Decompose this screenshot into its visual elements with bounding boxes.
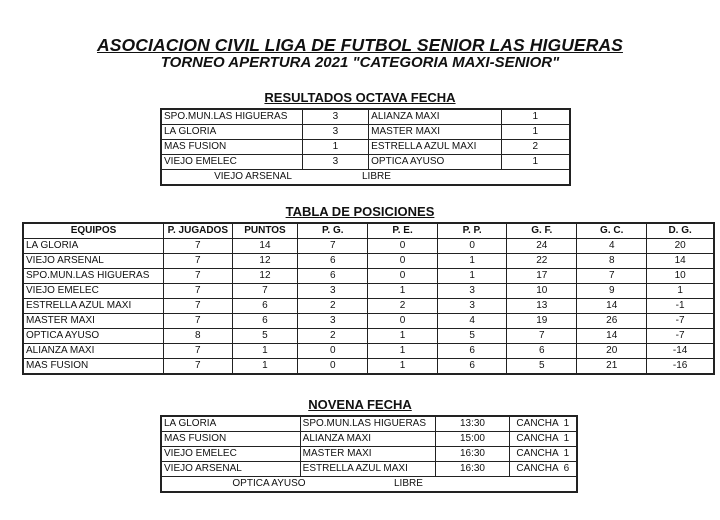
stat-cell: -16 — [647, 359, 714, 375]
fixtures-table — [160, 415, 578, 493]
stat-cell: 20 — [577, 344, 647, 359]
away-goals: 1 — [501, 155, 570, 170]
team-name: OPTICA AYUSO — [23, 329, 164, 344]
stat-cell: 2 — [298, 329, 368, 344]
standings-row — [23, 284, 714, 299]
stat-cell: 8 — [577, 254, 647, 269]
standings-row — [23, 269, 714, 284]
stat-cell: 7 — [164, 359, 232, 375]
stat-cell: 1 — [368, 359, 438, 375]
fixture-row — [161, 416, 577, 432]
stat-cell: 3 — [437, 299, 507, 314]
team-name: MASTER MAXI — [23, 314, 164, 329]
standings-row — [23, 359, 714, 375]
match-time: 16:30 — [436, 462, 509, 477]
result-row — [161, 155, 570, 170]
stat-cell: 14 — [577, 299, 647, 314]
stat-cell: 7 — [232, 284, 298, 299]
stat-cell: 0 — [298, 344, 368, 359]
match-time: 13:30 — [436, 416, 509, 432]
column-header: G. F. — [507, 223, 577, 239]
home-team: VIEJO EMELEC — [161, 447, 300, 462]
stat-cell: 7 — [164, 239, 232, 254]
stat-cell: 1 — [437, 254, 507, 269]
results-title: RESULTADOS OCTAVA FECHA — [264, 90, 456, 105]
home-goals: 3 — [302, 155, 369, 170]
match-time: 15:00 — [436, 432, 509, 447]
stat-cell: 5 — [232, 329, 298, 344]
stat-cell: -1 — [647, 299, 714, 314]
stat-cell: 6 — [298, 269, 368, 284]
away-team: ESTRELLA AZUL MAXI — [369, 140, 501, 155]
away-team: MASTER MAXI — [369, 125, 501, 140]
stat-cell: 1 — [437, 269, 507, 284]
standings-row — [23, 239, 714, 254]
away-goals: 1 — [501, 109, 570, 125]
away-goals: 2 — [501, 140, 570, 155]
stat-cell: 26 — [577, 314, 647, 329]
stat-cell: 22 — [507, 254, 577, 269]
standings-row — [23, 254, 714, 269]
bye-team: OPTICA AYUSO — [232, 478, 306, 489]
stat-cell: 10 — [507, 284, 577, 299]
column-header: EQUIPOS — [23, 223, 164, 239]
result-row — [161, 125, 570, 140]
team-name: ALIANZA MAXI — [23, 344, 164, 359]
stat-cell: 1 — [368, 344, 438, 359]
fixture-row — [161, 447, 577, 462]
column-header: PUNTOS — [232, 223, 298, 239]
stat-cell: 17 — [507, 269, 577, 284]
stat-cell: 21 — [577, 359, 647, 375]
stat-cell: -7 — [647, 329, 714, 344]
team-name: SPO.MUN.LAS HIGUERAS — [23, 269, 164, 284]
stat-cell: 2 — [368, 299, 438, 314]
league-title: ASOCIACION CIVIL LIGA DE FUTBOL SENIOR LAS HIGUERAS — [97, 35, 623, 55]
result-row — [161, 109, 570, 125]
stat-cell: 12 — [232, 254, 298, 269]
team-name: LA GLORIA — [23, 239, 164, 254]
bye-team: VIEJO ARSENAL — [214, 171, 292, 182]
stat-cell: 6 — [507, 344, 577, 359]
tournament-subtitle: TORNEO APERTURA 2021 "CATEGORIA MAXI-SENIOR" — [160, 54, 560, 71]
stat-cell: 1 — [232, 359, 298, 375]
home-goals: 3 — [302, 109, 369, 125]
stat-cell: 6 — [437, 344, 507, 359]
bye-label: LIBRE — [394, 478, 423, 489]
stat-cell: 3 — [298, 314, 368, 329]
stat-cell: 0 — [368, 254, 438, 269]
stat-cell: 8 — [164, 329, 232, 344]
home-goals: 3 — [302, 125, 369, 140]
field-name: CANCHA 1 — [509, 416, 577, 432]
field-name: CANCHA 1 — [509, 432, 577, 447]
stat-cell: 7 — [507, 329, 577, 344]
stat-cell: 2 — [298, 299, 368, 314]
stat-cell: 6 — [232, 314, 298, 329]
column-header: D. G. — [647, 223, 714, 239]
stat-cell: 1 — [232, 344, 298, 359]
results-table — [160, 108, 571, 186]
stat-cell: 6 — [437, 359, 507, 375]
stat-cell: 0 — [368, 269, 438, 284]
stat-cell: 10 — [647, 269, 714, 284]
stat-cell: 7 — [164, 284, 232, 299]
team-name: VIEJO ARSENAL — [23, 254, 164, 269]
stat-cell: 14 — [232, 239, 298, 254]
match-time: 16:30 — [436, 447, 509, 462]
column-header: G. C. — [577, 223, 647, 239]
column-header: P. JUGADOS — [164, 223, 232, 239]
stat-cell: 3 — [437, 284, 507, 299]
stat-cell: 7 — [164, 314, 232, 329]
standings-row — [23, 299, 714, 314]
field-name: CANCHA 6 — [509, 462, 577, 477]
stat-cell: 9 — [577, 284, 647, 299]
fixtures-title: NOVENA FECHA — [308, 397, 412, 412]
home-team: VIEJO ARSENAL — [161, 462, 300, 477]
standings-title: TABLA DE POSICIONES — [285, 204, 435, 219]
home-team: MAS FUSION — [161, 432, 300, 447]
away-team: ALIANZA MAXI — [369, 109, 501, 125]
away-team: SPO.MUN.LAS HIGUERAS — [300, 416, 436, 432]
home-team: LA GLORIA — [161, 125, 302, 140]
away-goals: 1 — [501, 125, 570, 140]
stat-cell: 19 — [507, 314, 577, 329]
away-team: MASTER MAXI — [300, 447, 436, 462]
stat-cell: 0 — [368, 239, 438, 254]
stat-cell: 1 — [368, 329, 438, 344]
bye-row — [161, 477, 577, 493]
stat-cell: 7 — [164, 254, 232, 269]
stat-cell: 1 — [647, 284, 714, 299]
home-team: LA GLORIA — [161, 416, 300, 432]
stat-cell: 4 — [437, 314, 507, 329]
stat-cell: -14 — [647, 344, 714, 359]
bye-label: LIBRE — [362, 171, 391, 182]
stat-cell: 0 — [298, 359, 368, 375]
fixture-row — [161, 462, 577, 477]
stat-cell: 20 — [647, 239, 714, 254]
fixture-row — [161, 432, 577, 447]
column-header: P. P. — [437, 223, 507, 239]
away-team: ALIANZA MAXI — [300, 432, 436, 447]
stat-cell: 6 — [298, 254, 368, 269]
stat-cell: 4 — [577, 239, 647, 254]
field-name: CANCHA 1 — [509, 447, 577, 462]
stat-cell: 5 — [507, 359, 577, 375]
away-team: OPTICA AYUSO — [369, 155, 501, 170]
stat-cell: 12 — [232, 269, 298, 284]
team-name: MAS FUSION — [23, 359, 164, 375]
home-team: MAS FUSION — [161, 140, 302, 155]
stat-cell: 3 — [298, 284, 368, 299]
team-name: VIEJO EMELEC — [23, 284, 164, 299]
stat-cell: 7 — [164, 269, 232, 284]
column-header: P. G. — [298, 223, 368, 239]
stat-cell: 6 — [232, 299, 298, 314]
result-row — [161, 140, 570, 155]
bye-row — [161, 170, 570, 186]
stat-cell: 1 — [368, 284, 438, 299]
standings-row — [23, 329, 714, 344]
stat-cell: 14 — [647, 254, 714, 269]
stat-cell: 7 — [298, 239, 368, 254]
stat-cell: 0 — [368, 314, 438, 329]
stat-cell: 7 — [164, 344, 232, 359]
standings-row — [23, 314, 714, 329]
away-team: ESTRELLA AZUL MAXI — [300, 462, 436, 477]
stat-cell: 0 — [437, 239, 507, 254]
stat-cell: 7 — [577, 269, 647, 284]
stat-cell: 7 — [164, 299, 232, 314]
stat-cell: 5 — [437, 329, 507, 344]
team-name: ESTRELLA AZUL MAXI — [23, 299, 164, 314]
home-team: VIEJO EMELEC — [161, 155, 302, 170]
stat-cell: 24 — [507, 239, 577, 254]
stat-cell: -7 — [647, 314, 714, 329]
home-goals: 1 — [302, 140, 369, 155]
column-header: P. E. — [368, 223, 438, 239]
home-team: SPO.MUN.LAS HIGUERAS — [161, 109, 302, 125]
stat-cell: 13 — [507, 299, 577, 314]
standings-table — [22, 222, 715, 375]
stat-cell: 14 — [577, 329, 647, 344]
standings-row — [23, 344, 714, 359]
